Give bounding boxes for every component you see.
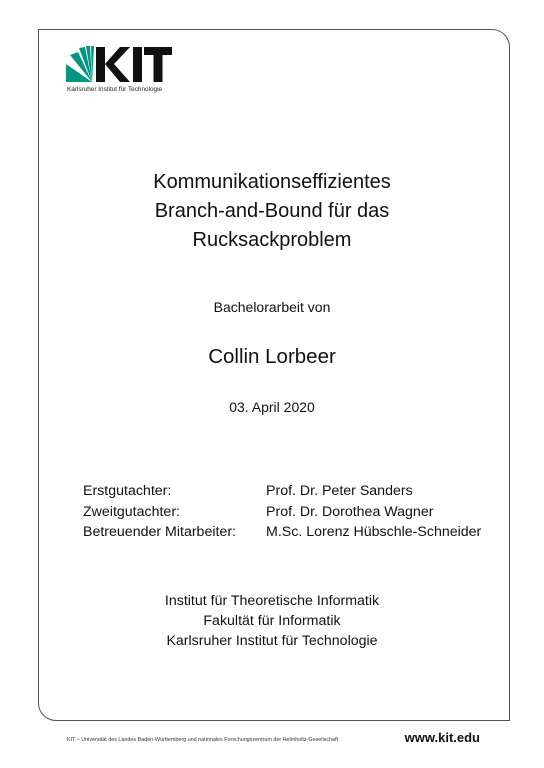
reviewer-role: Zweitgutachter: (83, 503, 180, 520)
university-name: Karlsruher Institut für Technologie (166, 633, 378, 649)
title-line-1: Kommunikationseffizientes (153, 171, 391, 193)
reviewer-row (83, 481, 481, 502)
logo-tagline: Karlsruher Institut für Technologie (67, 86, 163, 93)
thesis-title (0, 168, 544, 255)
reviewer-name: Prof. Dr. Dorothea Wagner (266, 503, 434, 520)
title-line-2: Branch-and-Bound für das (154, 200, 390, 222)
author-name: Collin Lorbeer (208, 345, 336, 368)
reviewers-list (83, 481, 481, 543)
title-line-3: Rucksackproblem (192, 229, 352, 251)
footer-website: www.kit.edu (404, 730, 480, 745)
reviewer-name: Prof. Dr. Peter Sanders (266, 483, 413, 499)
institute-name: Institut für Theoretische Informatik (164, 593, 380, 609)
reviewer-row (83, 502, 481, 523)
footer-legal-text: KIT – Universität des Landes Baden-Württemberg und nationales Forschungszentrum der Helmholtz-Gesellschaft (67, 737, 339, 743)
institution-block (0, 591, 544, 651)
faculty-name: Fakultät für Informatik (203, 613, 341, 629)
submission-date: 03. April 2020 (229, 399, 315, 415)
reviewer-name: M.Sc. Lorenz Hübschle-Schneider (266, 524, 482, 540)
reviewer-role: Erstgutachter: (83, 483, 172, 499)
thesis-type: Bachelorarbeit von (213, 299, 331, 315)
reviewer-role: Betreuender Mitarbeiter: (83, 524, 236, 540)
reviewer-row (83, 522, 481, 543)
